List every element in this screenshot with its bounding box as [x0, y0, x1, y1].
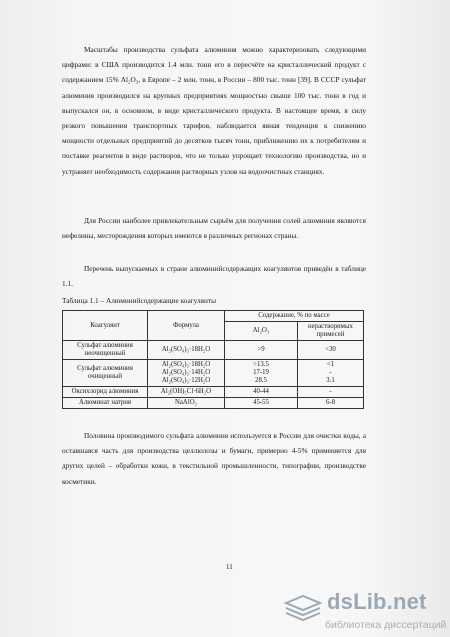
paragraph-raw-materials: Для России наиболее привлекательным сырьём для получения солей алюминия являются нефелины, месторождения которых имеются в различных регионах страны.: [62, 216, 366, 241]
formula-cell: Al₂(SO₄)₃·18H₂O Al₂(SO₄)₃·14H₂O Al₂(SO₄)₃·12H₂O: [148, 360, 225, 387]
header-coagulant: Коагулянт: [63, 311, 148, 341]
header-content: Содержание, % по массе: [225, 311, 364, 322]
paragraph-usage: Половина производимого сульфата алюминия используется в России для очистки воды, а оставшаяся часть для производства целлюлозы и бумаги, примерно 4-5% применяется для других целей – обработки кожи, в текстильной промышленности, типографии, производстве косметики.: [62, 431, 366, 486]
watermark-tagline: библиотека диссертаций: [325, 619, 447, 631]
table-row: [63, 398, 364, 409]
page-number: 11: [226, 563, 233, 571]
al2o3-cell: 45-55: [225, 398, 298, 409]
formula-cell: NaAlO₂: [148, 398, 225, 409]
insoluble-cell: <30: [298, 341, 364, 360]
header-formula: Формула: [148, 311, 225, 341]
paragraph-coagulant-list: Перечень выпускаемых в стране алюминийсодержащих коагулянтов приведён в таблице 1.1.: [62, 264, 366, 289]
book-stack-icon: [283, 593, 323, 623]
formula-cell: Al₂(OH)₅Cl·6H₂O: [148, 387, 225, 398]
al2o3-cell: >9: [225, 341, 298, 360]
formula-cell: Al₂(SO₄)₃·18H₂O: [148, 341, 225, 360]
coagulant-cell: Оксихлорид алюминия: [63, 387, 148, 398]
header-al2o3: Al₂O₃: [225, 322, 298, 341]
watermark-logo: [283, 589, 447, 633]
insoluble-cell: <1 - 3.1: [298, 360, 364, 387]
al2o3-cell: 40-44: [225, 387, 298, 398]
al2o3-cell: >13.5 17-19 28.5: [225, 360, 298, 387]
coagulant-cell: Сульфат алюминия очищенный: [63, 360, 148, 387]
table-row: [63, 341, 364, 360]
watermark-brand: dsLib.net: [327, 589, 427, 614]
table-caption: Таблица 1.1 – Алюминийсодержащие коагулянты: [62, 296, 216, 305]
insoluble-cell: -: [298, 387, 364, 398]
header-insoluble: нерастворимых примесей: [298, 322, 364, 341]
table-row: [63, 360, 364, 387]
paragraph-production-scale: Масштабы производства сульфата алюминия можно характеризовать следующими цифрами: в США производится 1.4 млн. тонн его в пересчёте на кристаллический продукт с содержанием 15% Al₂O₃, в Европе – 2 млн. тонн, в России – 800 тыс. тонн [39]. В СССР сульфат алюминия производился на крупных предприятиях мощностью свыше 100 тыс. тонн в год и выпускался он, в основном, в виде кристаллического продукта. В настоящее время, в силу резкого повышения транспортных тарифов, наблюдается явная тенденция к снижению мощности отдельных предприятий до десятков тысяч тонн, приближению их к потребителям и поставке реагентов в виде растворов, что не только упрощает технологию производства, но и устраняет необходимость содержания растворных узлов на водоочистных станциях.: [62, 45, 366, 176]
coagulant-cell: Сульфат алюминия неочищенный: [63, 341, 148, 360]
table-row: [63, 387, 364, 398]
coagulants-table: [62, 310, 364, 409]
insoluble-cell: 6-8: [298, 398, 364, 409]
coagulant-cell: Алюминат натрия: [63, 398, 148, 409]
